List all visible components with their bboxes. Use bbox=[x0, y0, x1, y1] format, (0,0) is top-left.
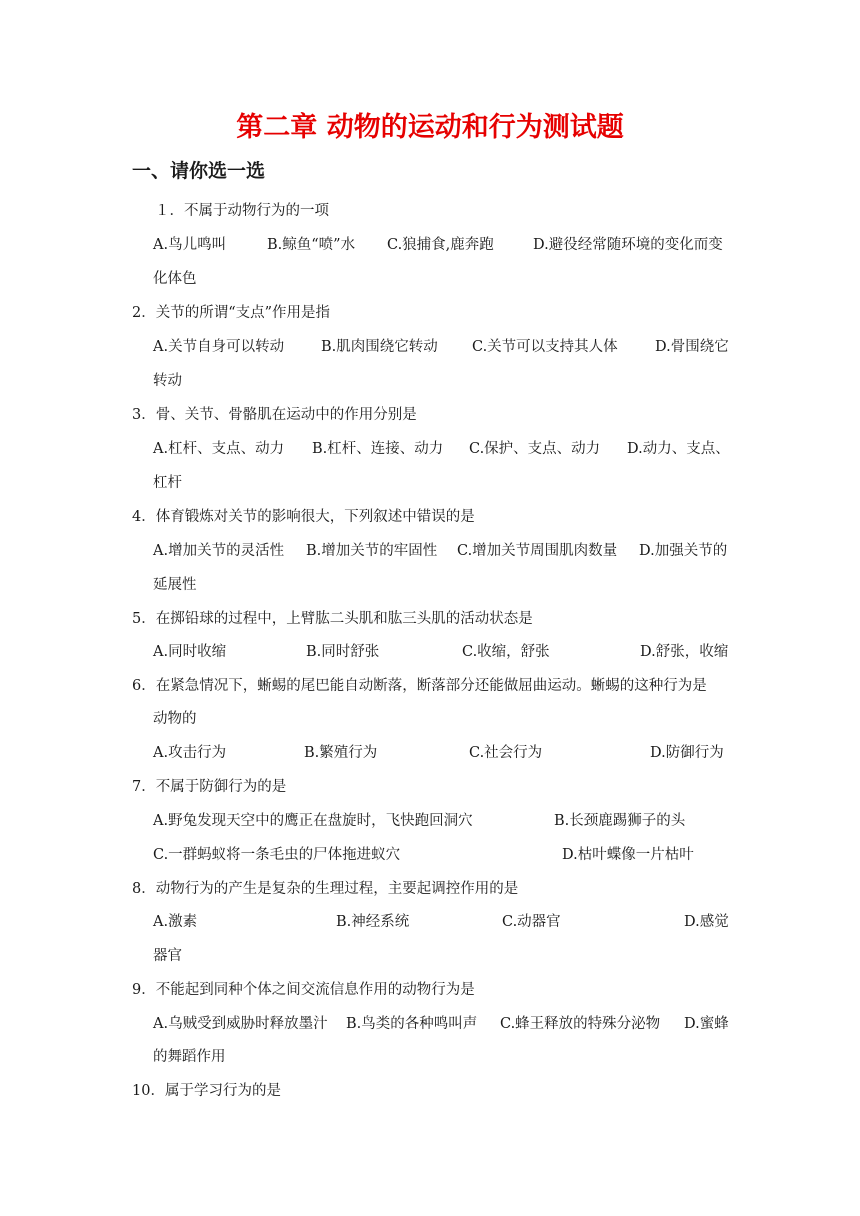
question-1-option-c: C.狼捕食,鹿奔跑 bbox=[387, 237, 494, 253]
question-4-option-a: A.增加关节的灵活性 bbox=[153, 543, 285, 559]
question-2-stem: 2．关节的所谓“支点”作用是指 bbox=[132, 305, 331, 321]
question-6-option-d: D.防御行为 bbox=[650, 745, 724, 761]
question-3-stem: 3．骨、关节、骨骼肌在运动中的作用分别是 bbox=[132, 407, 417, 423]
question-7-option-a: A.野兔发现天空中的鹰正在盘旋时，飞快跑回洞穴 bbox=[153, 813, 473, 829]
question-1-option-d: D.避役经常随环境的变化而变 bbox=[533, 237, 723, 253]
question-9-option-b: B.鸟类的各种鸣叫声 bbox=[346, 1016, 478, 1032]
question-2-option-a: A.关节自身可以转动 bbox=[153, 339, 285, 355]
question-2-option-c: C.关节可以支持其人体 bbox=[472, 339, 618, 355]
question-4-continuation: 延展性 bbox=[153, 577, 197, 593]
question-9-option-c: C.蜂王释放的特殊分泌物 bbox=[500, 1016, 661, 1032]
question-2-continuation: 转动 bbox=[153, 373, 182, 389]
question-4-option-c: C.增加关节周围肌肉数量 bbox=[457, 543, 618, 559]
question-8-continuation: 器官 bbox=[153, 948, 182, 964]
question-9-continuation: 的舞蹈作用 bbox=[153, 1049, 226, 1065]
page-title: 第二章 动物的运动和行为测试题 bbox=[236, 112, 624, 143]
question-8-option-c: C.动器官 bbox=[502, 914, 561, 930]
question-3-option-d: D.动力、支点、 bbox=[627, 441, 730, 457]
question-2-option-b: B.肌肉围绕它转动 bbox=[321, 339, 438, 355]
question-3-option-c: C.保护、支点、动力 bbox=[469, 441, 601, 457]
question-4-option-d: D.加强关节的 bbox=[639, 543, 728, 559]
question-7-stem: 7．不属于防御行为的是 bbox=[132, 779, 287, 795]
question-1-option-a: A.鸟儿鸣叫 bbox=[153, 237, 227, 253]
question-5-option-c: C.收缩，舒张 bbox=[462, 644, 550, 660]
question-3-option-a: A.杠杆、支点、动力 bbox=[153, 441, 285, 457]
question-1-continuation: 化体色 bbox=[153, 271, 197, 287]
question-2-option-d: D.骨围绕它 bbox=[655, 339, 729, 355]
question-5-option-a: A.同时收缩 bbox=[153, 644, 227, 660]
question-5-option-b: B.同时舒张 bbox=[306, 644, 380, 660]
question-4-stem: 4．体育锻炼对关节的影响很大，下列叙述中错误的是 bbox=[132, 509, 475, 525]
question-9-option-d: D.蜜蜂 bbox=[684, 1016, 729, 1032]
question-9-option-a: A.乌贼受到威胁时释放墨汁 bbox=[153, 1016, 328, 1032]
question-6-option-b: B.繁殖行为 bbox=[304, 745, 378, 761]
question-8-stem: 8．动物行为的产生是复杂的生理过程，主要起调控作用的是 bbox=[132, 881, 519, 897]
question-4-option-b: B.增加关节的牢固性 bbox=[306, 543, 438, 559]
question-1-option-b: B.鲸鱼“喷”水 bbox=[267, 237, 356, 253]
section-heading: 一、请你选一选 bbox=[132, 160, 266, 182]
question-7-option-b: B.长颈鹿踢狮子的头 bbox=[554, 813, 686, 829]
question-10-stem: 10．属于学习行为的是 bbox=[132, 1083, 281, 1099]
question-7-option-d: D.枯叶蝶像一片枯叶 bbox=[562, 847, 694, 863]
question-9-stem: 9．不能起到同种个体之间交流信息作用的动物行为是 bbox=[132, 982, 475, 998]
question-5-option-d: D.舒张，收缩 bbox=[640, 644, 729, 660]
question-6-option-c: C.社会行为 bbox=[469, 745, 543, 761]
question-6-option-a: A.攻击行为 bbox=[153, 745, 227, 761]
question-6-stem: 6．在紧急情况下，蜥蜴的尾巴能自动断落，断落部分还能做屈曲运动。蜥蜴的这种行为是 bbox=[132, 678, 707, 694]
question-5-stem: 5．在掷铅球的过程中，上臂肱二头肌和肱三头肌的活动状态是 bbox=[132, 611, 533, 627]
question-8-option-a: A.激素 bbox=[153, 914, 198, 930]
question-1-stem: １．不属于动物行为的一项 bbox=[155, 203, 329, 219]
question-6-stem-continuation: 动物的 bbox=[153, 711, 197, 727]
question-3-continuation: 杠杆 bbox=[153, 475, 182, 491]
question-7-option-c: C.一群蚂蚁将一条毛虫的尸体拖进蚁穴 bbox=[153, 847, 401, 863]
question-8-option-d: D.感觉 bbox=[684, 914, 729, 930]
question-8-option-b: B.神经系统 bbox=[336, 914, 410, 930]
question-3-option-b: B.杠杆、连接、动力 bbox=[312, 441, 444, 457]
